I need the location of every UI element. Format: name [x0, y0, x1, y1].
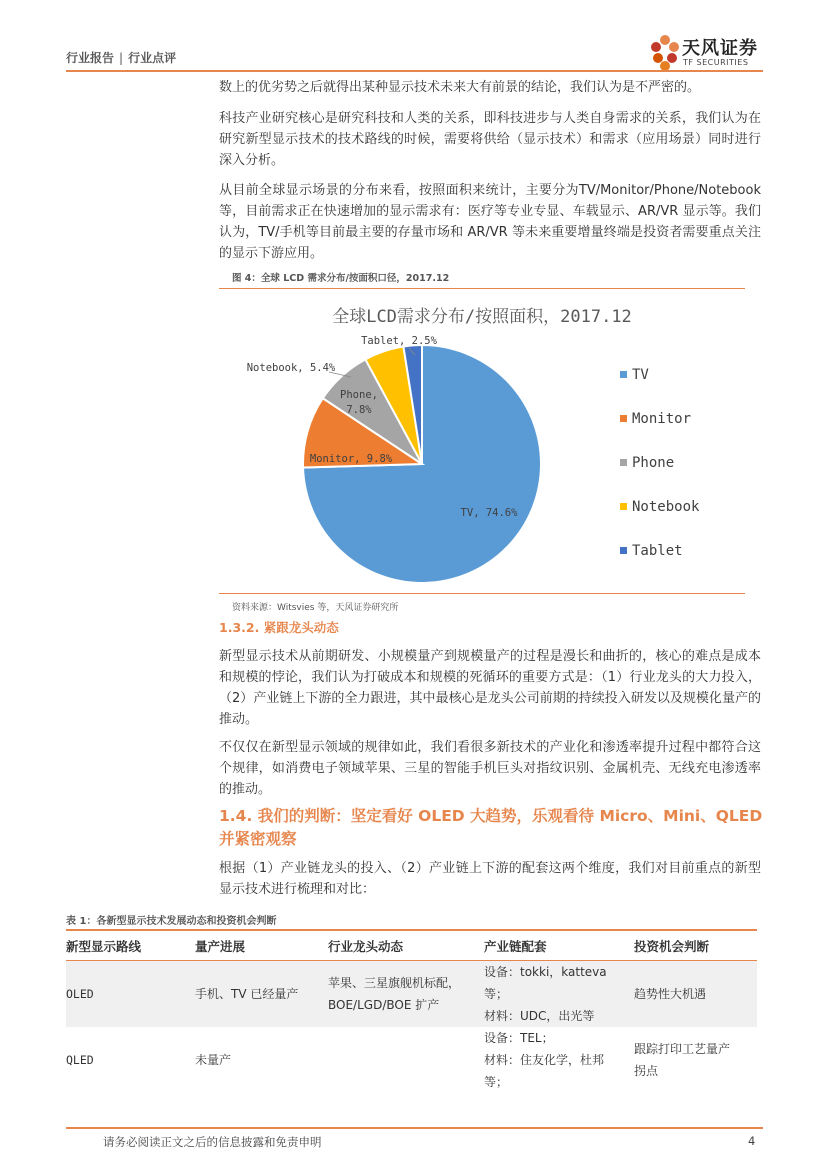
pie-data-label: Phone, 7.8% — [340, 389, 378, 416]
table-header-row — [66, 930, 757, 961]
table-row — [66, 961, 757, 1028]
pie-data-label: TV, 74.6% — [460, 507, 518, 519]
table-cell-line: BOE/LGD/BOE 扩产 — [328, 998, 440, 1012]
table-header-cell: 新型显示路线 — [66, 930, 195, 961]
legend-label: TV — [632, 367, 649, 383]
table-row — [66, 1027, 757, 1093]
legend-label: Phone — [632, 455, 675, 471]
page-number: 4 — [748, 1134, 756, 1148]
header-separator: | — [119, 51, 124, 65]
table-caption: 表 1：各新型显示技术发展动态和投资机会判断 — [66, 916, 277, 927]
table-cell-route: QLED — [66, 1053, 94, 1067]
pie-data-label: Tablet, 2.5% — [361, 335, 437, 347]
table-cell-judgement — [634, 1027, 757, 1093]
header-breadcrumb — [66, 49, 176, 66]
chart-title: 全球LCD需求分布/按照面积，2017.12 — [332, 307, 632, 327]
legend-label: Notebook — [632, 499, 700, 515]
figure-caption: 图 4：全球 LCD 需求分布/按面积口径，2017.12 — [232, 273, 450, 284]
table-cell-judgement — [634, 961, 757, 1028]
section-heading-1-4: 1.4. 我们的判断：坚定看好 OLED 大趋势，乐观看待 Micro、Mini、QLED 并紧密观察 — [219, 807, 763, 848]
logo-text-cn: 天风证券 — [682, 38, 758, 59]
footer-disclaimer: 请务必阅读正文之后的信息披露和免责申明 — [103, 1135, 322, 1149]
pie-data-label: Notebook, 5.4% — [246, 362, 336, 374]
comparison-table — [66, 929, 757, 1093]
table-cell-leader — [328, 961, 484, 1028]
table-cell-line: 拐点 — [634, 1064, 659, 1078]
legend-swatch — [620, 415, 627, 422]
logo-text-en: TF SECURITIES — [683, 58, 749, 67]
table-header-cell: 产业链配套 — [484, 930, 634, 961]
header-category: 行业报告 — [66, 51, 115, 65]
table-cell-line: 设备：TEL； — [484, 1031, 554, 1045]
paragraph-5: 不仅仅在新型显示领域的规律如此，我们看很多新技术的产业化和渗透率提升过程中都符合这个规律，如消费电子领域苹果、三星的智能手机巨头对指纹识别、金属机壳、无线充电渗透率的推动。 — [219, 740, 761, 797]
header-subcategory: 行业点评 — [128, 51, 177, 65]
table-header-cell: 量产进展 — [195, 930, 328, 961]
table-cell-route: OLED — [66, 961, 195, 1028]
logo-flower-icon — [648, 32, 682, 72]
table-cell-leader — [328, 1027, 484, 1093]
table-cell-progress: 手机、TV 已经量产 — [195, 961, 328, 1028]
header-divider — [66, 70, 763, 72]
figure-divider-bottom — [219, 593, 745, 594]
legend-label: Tablet — [632, 543, 683, 559]
table-cell-line: 材料：UDC，出光等 — [484, 1009, 595, 1023]
section-heading-1-3-2: 1.3.2. 紧跟龙头动态 — [219, 620, 339, 635]
paragraph-2: 科技产业研究核心是研究科技和人类的关系，即科技进步与人类自身需求的关系，我们认为在研究新型显示技术的技术路线的时候，需要将供给（显示技术）和需求（应用场景）同时进行深入分析。 — [219, 111, 761, 168]
pie-data-label: Monitor, 9.8% — [309, 453, 393, 465]
table-cell-line: 苹果、三星旗舰机标配， — [328, 976, 461, 990]
legend-swatch — [620, 547, 627, 554]
legend-swatch — [620, 371, 627, 378]
table-cell-chain — [484, 1027, 634, 1093]
table-cell-line: 等； — [484, 1075, 509, 1089]
table-cell-line: 材料：住友化学，杜邦 — [484, 1053, 605, 1067]
paragraph-4: 新型显示技术从前期研发、小规模量产到规模量产的过程是漫长和曲折的，核心的难点是成本和规模的悖论，我们认为打破成本和规模的死循环的重要方式是：（1）行业龙头的大力投入，（2）产业链上下游的全力跟进，其中最核心是龙头公司前期的持续投入研发以及规模化量产的推动。 — [219, 649, 761, 727]
legend-label: Monitor — [632, 411, 692, 427]
paragraph-6: 根据（1）产业链龙头的投入、（2）产业链上下游的配套这两个维度，我们对目前重点的新型显示技术进行梳理和对比： — [219, 861, 761, 897]
company-logo — [648, 32, 768, 72]
pie-chart — [219, 325, 745, 590]
table-cell-line: 设备：tokki，katteva — [484, 965, 607, 979]
table-cell-line: 等； — [484, 987, 509, 1001]
table-cell-line: 趋势性大机遇 — [634, 987, 707, 1001]
legend-swatch — [620, 459, 627, 466]
figure-source: 资料来源：Witsvies 等，天风证券研究所 — [232, 603, 399, 613]
table-cell-progress: 未量产 — [195, 1053, 232, 1067]
table-header-cell: 行业龙头动态 — [328, 930, 484, 961]
paragraph-3: 从目前全球显示场景的分布来看，按照面积来统计，主要分为TV/Monitor/Phone/Notebook等，目前需求正在快速增加的显示需求有：医疗等专业专显、车载显示、AR/VR 显示等。我们认为，TV/手机等目前最主要的存量市场和 AR/VR 等未来重要增量终端是投资者需要重点关注的显示下游应用。 — [219, 183, 761, 261]
table-cell-chain — [484, 961, 634, 1028]
table-header-cell: 投资机会判断 — [634, 930, 757, 961]
figure-divider-top — [219, 288, 745, 289]
footer-divider — [66, 1127, 763, 1129]
paragraph-1: 数上的优劣势之后就得出某种显示技术未来大有前景的结论，我们认为是不严密的。 — [219, 80, 701, 95]
legend-swatch — [620, 503, 627, 510]
table-cell-line: 跟踪打印工艺量产 — [634, 1042, 731, 1056]
